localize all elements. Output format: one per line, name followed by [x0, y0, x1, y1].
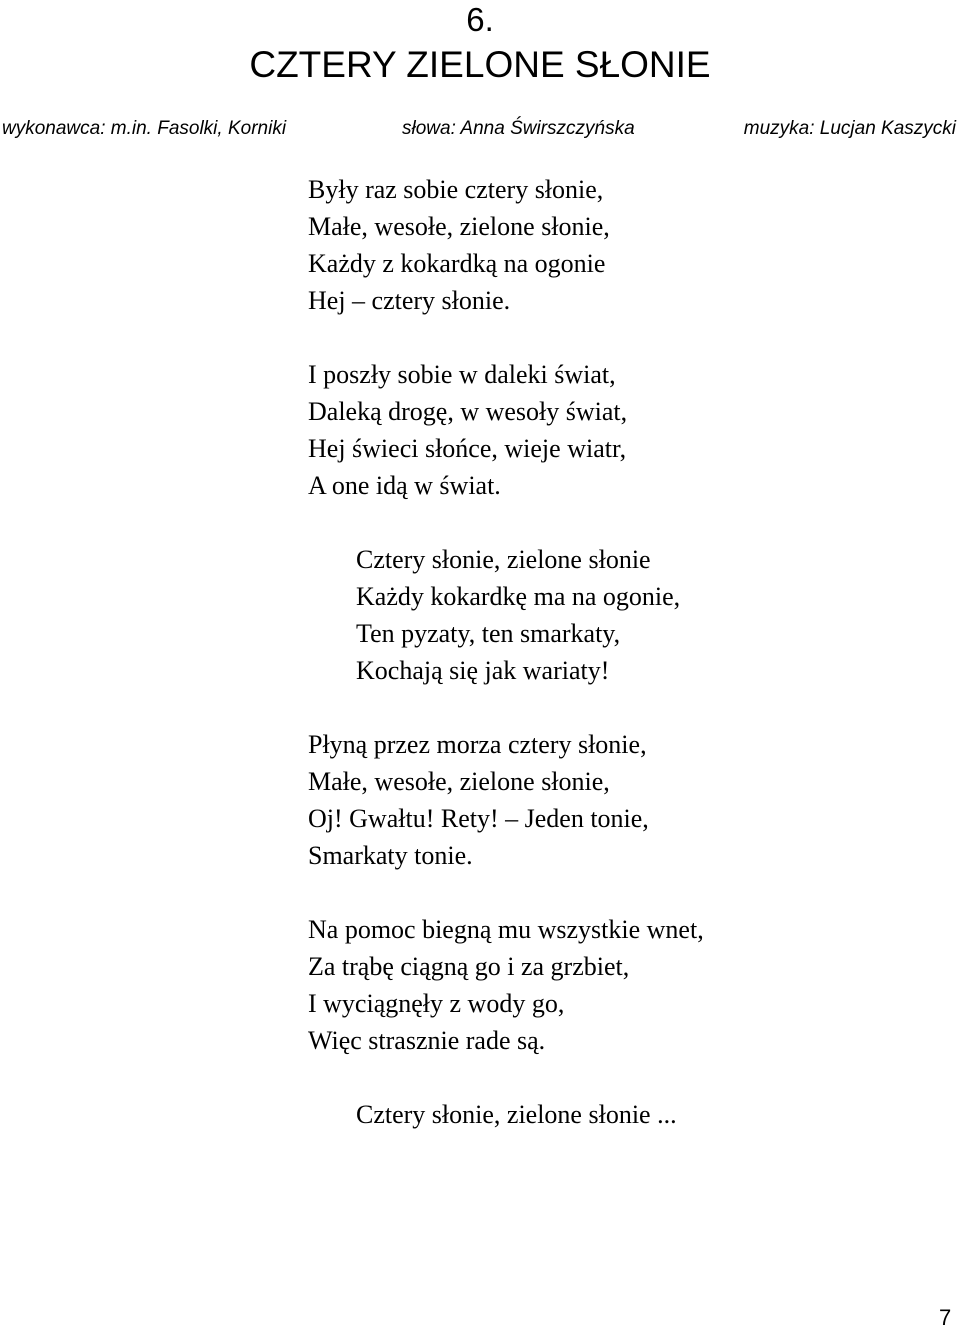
chorus-line: Cztery słonie, zielone słonie	[356, 545, 651, 574]
verse-line: Małe, wesołe, zielone słonie,	[308, 212, 610, 241]
stanza-2	[308, 356, 627, 504]
verse-line: Hej świeci słońce, wieje wiatr,	[308, 434, 627, 463]
verse-line: Płyną przez morza cztery słonie,	[308, 730, 647, 759]
verse-line: Więc strasznie rade są.	[308, 1026, 546, 1055]
verse-line: Na pomoc biegną mu wszystkie wnet,	[308, 915, 704, 944]
stanza-1	[308, 171, 610, 319]
verse-line: Oj! Gwałtu! Rety! – Jeden tonie,	[308, 804, 649, 833]
lyrics-credit: słowa: Anna Świrszczyńska	[402, 118, 635, 139]
song-title: CZTERY ZIELONE SŁONIE	[249, 44, 711, 85]
stanza-3	[308, 726, 649, 874]
performers-credit: wykonawca: m.in. Fasolki, Korniki	[2, 118, 287, 139]
verse-line: I wyciągnęły z wody go,	[308, 989, 565, 1018]
verse-line: Hej – cztery słonie.	[308, 286, 511, 315]
credits-line	[2, 116, 956, 142]
chorus-repeat	[356, 1096, 677, 1133]
chorus-line: Kochają się jak wariaty!	[356, 656, 610, 685]
verse-line: Smarkaty tonie.	[308, 841, 473, 870]
verse-line: I poszły sobie w daleki świat,	[308, 360, 616, 389]
chorus-line: Każdy kokardkę ma na ogonie,	[356, 582, 681, 611]
verse-line: Każdy z kokardką na ogonie	[308, 249, 606, 278]
verse-line: Daleką drogę, w wesoły świat,	[308, 397, 628, 426]
song-number: 6.	[466, 1, 494, 38]
stanza-4	[308, 911, 704, 1059]
verse-line: Za trąbę ciągną go i za grzbiet,	[308, 952, 630, 981]
chorus-line: Ten pyzaty, ten smarkaty,	[356, 619, 621, 648]
verse-line: Małe, wesołe, zielone słonie,	[308, 767, 610, 796]
music-credit: muzyka: Lucjan Kaszycki	[743, 118, 956, 139]
verse-line: Były raz sobie cztery słonie,	[308, 175, 604, 204]
chorus	[356, 541, 680, 689]
chorus-line: Cztery słonie, zielone słonie ...	[356, 1100, 677, 1129]
page-number: 7	[939, 1305, 952, 1330]
verse-line: A one idą w świat.	[308, 471, 501, 500]
